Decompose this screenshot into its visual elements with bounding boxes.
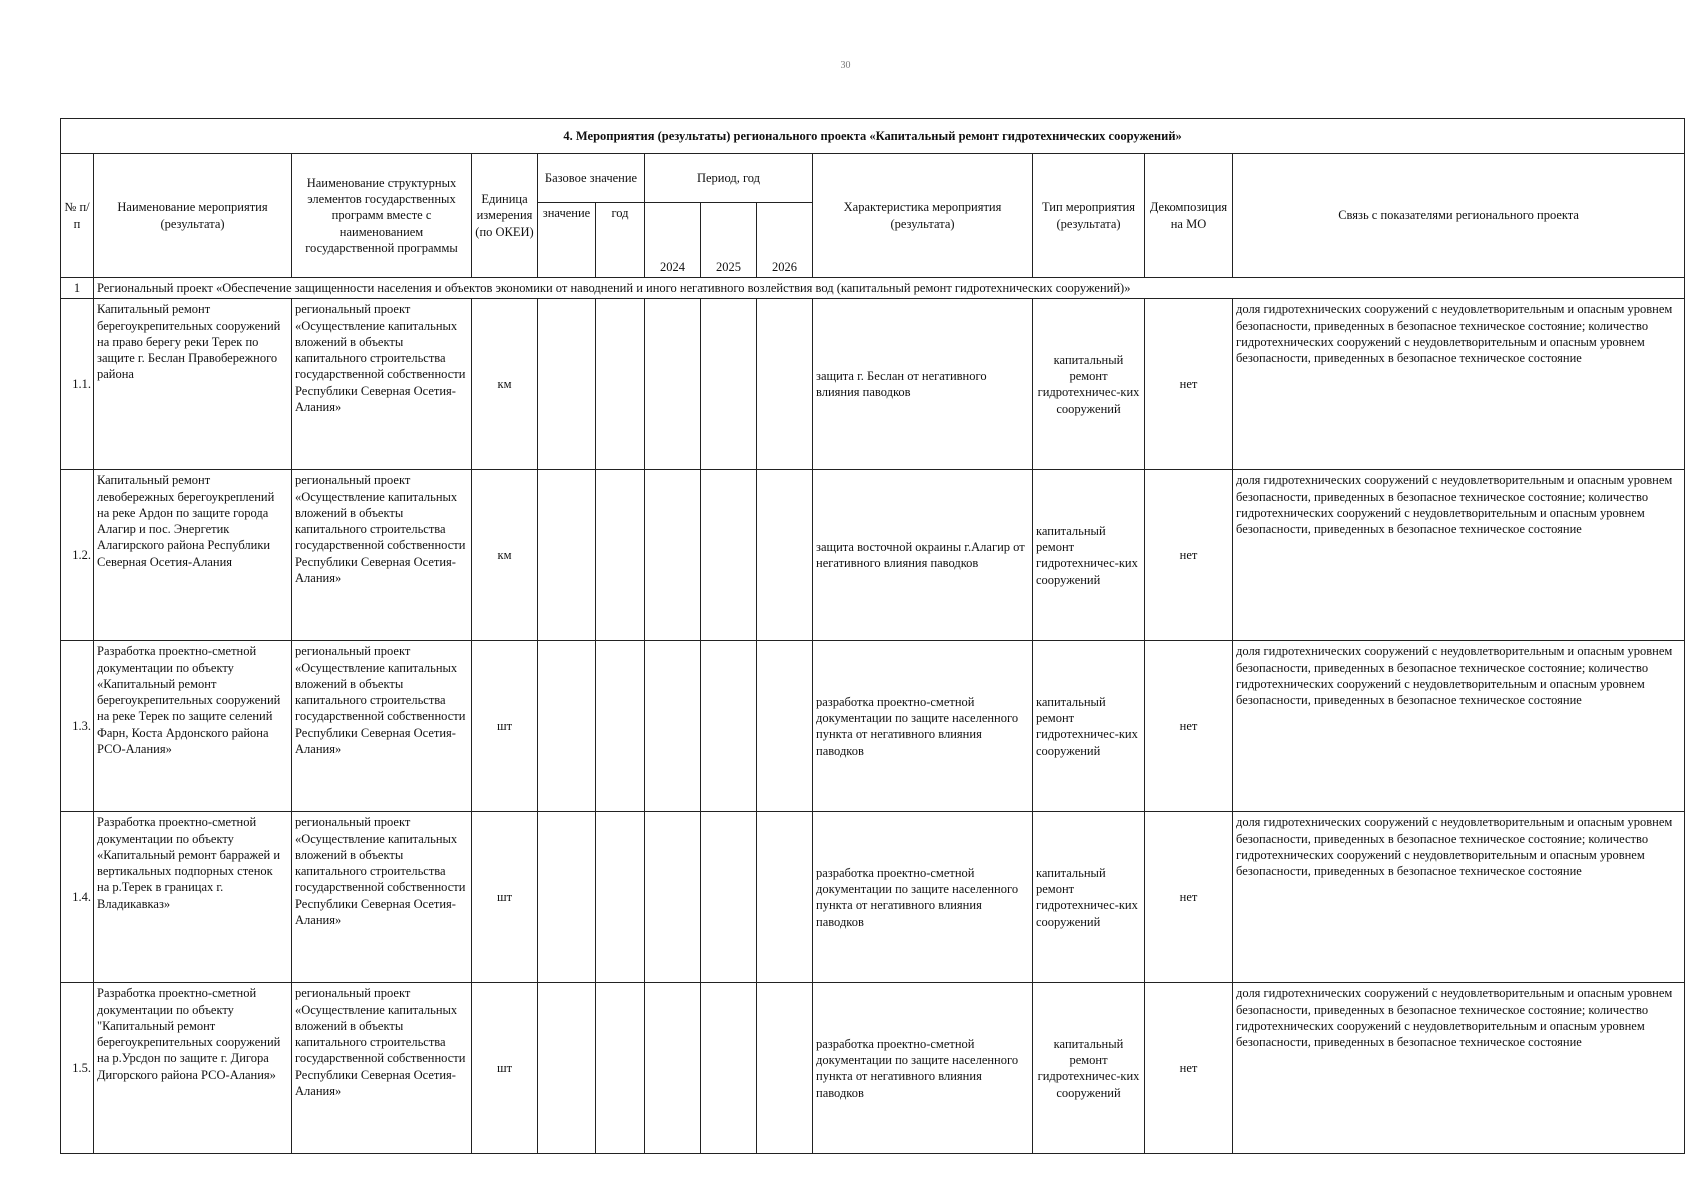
- row-type: капитальный ремонт гидротехничес-ких сооружений: [1033, 641, 1145, 812]
- row-characteristic: разработка проектно-сметной документации по защите населенного пункта от негативного влияния паводков: [813, 641, 1033, 812]
- header-unit: Единица измерения (по ОКЕИ): [472, 154, 538, 278]
- row-2026: [757, 299, 813, 470]
- header-year-2025: 2025: [701, 203, 757, 278]
- row-num: 1.3.: [61, 641, 94, 812]
- row-activity-name: Разработка проектно-сметной документации по объекту «Капитальный ремонт берегоукрепительных сооружений на реке Терек по защите селений Фарн, Коста Ардонского района РСО-Алания»: [94, 641, 292, 812]
- header-num: № п/п: [61, 154, 94, 278]
- row-2025: [701, 299, 757, 470]
- header-base-year-col: год: [596, 203, 645, 278]
- header-characteristic: Характеристика мероприятия (результата): [813, 154, 1033, 278]
- row-base-year: [596, 812, 645, 983]
- row-unit: шт: [472, 983, 538, 1154]
- table-row: [61, 641, 1685, 812]
- row-link: доля гидротехнических сооружений с неудовлетворительным и опасным уровнем безопасности, приведенных в безопасное техническое состояние; количество гидротехнических сооружений с неудовлетворительным и опасным уровнем безопасности, приведенных в безопасное техническое состояние: [1233, 641, 1685, 812]
- row-base-year: [596, 983, 645, 1154]
- row-decomposition: нет: [1145, 470, 1233, 641]
- row-num: 1.4.: [61, 812, 94, 983]
- row-decomposition: нет: [1145, 812, 1233, 983]
- row-type: капитальный ремонт гидротехничес-ких сооружений: [1033, 470, 1145, 641]
- header-year-2026: 2026: [757, 203, 813, 278]
- row-characteristic: разработка проектно-сметной документации по защите населенного пункта от негативного влияния паводков: [813, 812, 1033, 983]
- header-period: Период, год: [645, 154, 813, 203]
- section-num: 1: [61, 278, 94, 299]
- header-decomposition: Декомпозиция на МО: [1145, 154, 1233, 278]
- header-activity-name: Наименование мероприятия (результата): [94, 154, 292, 278]
- section-row: [61, 278, 1685, 299]
- row-base-value: [538, 299, 596, 470]
- row-2025: [701, 812, 757, 983]
- row-characteristic: защита г. Беслан от негативного влияния паводков: [813, 299, 1033, 470]
- row-link: доля гидротехнических сооружений с неудовлетворительным и опасным уровнем безопасности, приведенных в безопасное техническое состояние; количество гидротехнических сооружений с неудовлетворительным и опасным уровнем безопасности, приведенных в безопасное техническое состояние: [1233, 299, 1685, 470]
- row-unit: км: [472, 470, 538, 641]
- row-num: 1.2.: [61, 470, 94, 641]
- row-2026: [757, 470, 813, 641]
- row-2026: [757, 983, 813, 1154]
- table-row: [61, 812, 1685, 983]
- page-number: 30: [840, 60, 851, 71]
- row-2026: [757, 812, 813, 983]
- row-structural-element: региональный проект «Осуществление капитальных вложений в объекты капитального строительства государственной собственности Республики Северная Осетия-Алания»: [292, 812, 472, 983]
- row-link: доля гидротехнических сооружений с неудовлетворительным и опасным уровнем безопасности, приведенных в безопасное техническое состояние; количество гидротехнических сооружений с неудовлетворительным и опасным уровнем безопасности, приведенных в безопасное техническое состояние: [1233, 812, 1685, 983]
- row-base-year: [596, 470, 645, 641]
- header-type: Тип мероприятия (результата): [1033, 154, 1145, 278]
- header-structural-elements: Наименование структурных элементов государственных программ вместе с наименованием государственной программы: [292, 154, 472, 278]
- row-structural-element: региональный проект «Осуществление капитальных вложений в объекты капитального строительства государственной собственности Республики Северная Осетия-Алания»: [292, 983, 472, 1154]
- row-activity-name: Капитальный ремонт берегоукрепительных сооружений на право берегу реки Терек по защите г. Беслан Правобережного района: [94, 299, 292, 470]
- row-type: капитальный ремонт гидротехничес-ких сооружений: [1033, 812, 1145, 983]
- row-characteristic: защита восточной окраины г.Алагир от негативного влияния паводков: [813, 470, 1033, 641]
- row-num: 1.1.: [61, 299, 94, 470]
- row-type: капитальный ремонт гидротехничес-ких сооружений: [1033, 983, 1145, 1154]
- row-decomposition: нет: [1145, 299, 1233, 470]
- row-link: доля гидротехнических сооружений с неудовлетворительным и опасным уровнем безопасности, приведенных в безопасное техническое состояние; количество гидротехнических сооружений с неудовлетворительным и опасным уровнем безопасности, приведенных в безопасное техническое состояние: [1233, 470, 1685, 641]
- document-sheet: [60, 118, 1673, 1154]
- row-base-year: [596, 299, 645, 470]
- row-base-year: [596, 641, 645, 812]
- row-structural-element: региональный проект «Осуществление капитальных вложений в объекты капитального строительства государственной собственности Республики Северная Осетия-Алания»: [292, 641, 472, 812]
- row-activity-name: Разработка проектно-сметной документации по объекту "Капитальный ремонт берегоукрепительных сооружений на р.Урсдон по защите г. Дигора Дигорского района РСО-Алания»: [94, 983, 292, 1154]
- table-row: [61, 983, 1685, 1154]
- row-structural-element: региональный проект «Осуществление капитальных вложений в объекты капитального строительства государственной собственности Республики Северная Осетия-Алания»: [292, 299, 472, 470]
- table-row: [61, 299, 1685, 470]
- row-decomposition: нет: [1145, 641, 1233, 812]
- row-2024: [645, 470, 701, 641]
- row-2025: [701, 470, 757, 641]
- row-2025: [701, 641, 757, 812]
- header-base-value: Базовое значение: [538, 154, 645, 203]
- row-base-value: [538, 983, 596, 1154]
- row-base-value: [538, 812, 596, 983]
- row-unit: шт: [472, 812, 538, 983]
- row-2024: [645, 299, 701, 470]
- row-unit: км: [472, 299, 538, 470]
- header-year-2024: 2024: [645, 203, 701, 278]
- row-activity-name: Капитальный ремонт левобережных берегоукреплений на реке Ардон по защите города Алагир и пос. Энергетик Алагирского района Республики Северная Осетия-Алания: [94, 470, 292, 641]
- row-2024: [645, 983, 701, 1154]
- row-unit: шт: [472, 641, 538, 812]
- row-characteristic: разработка проектно-сметной документации по защите населенного пункта от негативного влияния паводков: [813, 983, 1033, 1154]
- row-num: 1.5.: [61, 983, 94, 1154]
- row-type: капитальный ремонт гидротехничес-ких сооружений: [1033, 299, 1145, 470]
- row-2026: [757, 641, 813, 812]
- row-2024: [645, 812, 701, 983]
- header-base-value-col: значение: [538, 203, 596, 278]
- header-link: Связь с показателями регионального проекта: [1233, 154, 1685, 278]
- section-title: Региональный проект «Обеспечение защищенности населения и объектов экономики от наводнений и иного негативного возлействия вод (капитальный ремонт гидротехнических сооружений)»: [94, 278, 1685, 299]
- row-2025: [701, 983, 757, 1154]
- row-structural-element: региональный проект «Осуществление капитальных вложений в объекты капитального строительства государственной собственности Республики Северная Осетия-Алания»: [292, 470, 472, 641]
- row-decomposition: нет: [1145, 983, 1233, 1154]
- row-2024: [645, 641, 701, 812]
- row-activity-name: Разработка проектно-сметной документации по объекту «Капитальный ремонт барражей и вертикальных подпорных стенок на р.Терек в границах г. Владикавказ»: [94, 812, 292, 983]
- row-base-value: [538, 641, 596, 812]
- table-title: 4. Мероприятия (результаты) регионального проекта «Капитальный ремонт гидротехнических сооружений»: [61, 119, 1685, 154]
- activities-table: [60, 118, 1685, 1154]
- table-row: [61, 470, 1685, 641]
- row-base-value: [538, 470, 596, 641]
- row-link: доля гидротехнических сооружений с неудовлетворительным и опасным уровнем безопасности, приведенных в безопасное техническое состояние; количество гидротехнических сооружений с неудовлетворительным и опасным уровнем безопасности, приведенных в безопасное техническое состояние: [1233, 983, 1685, 1154]
